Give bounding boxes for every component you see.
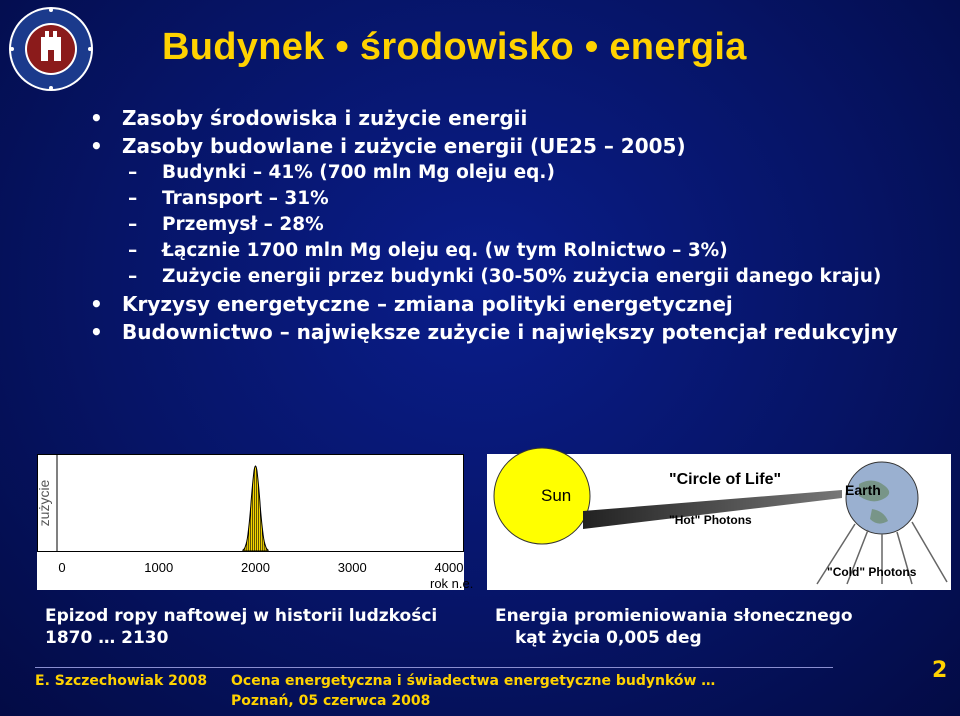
x-axis-label: rok n.e. bbox=[430, 576, 474, 591]
x-tick-label: 3000 bbox=[337, 560, 367, 575]
bullet-text: Zasoby środowiska i zużycie energii bbox=[122, 106, 528, 130]
sub-bullet-item bbox=[84, 186, 944, 212]
y-axis-label: zużycie bbox=[36, 479, 52, 527]
bullet-dot-icon: • bbox=[90, 320, 103, 344]
bullet-text: Transport – 31% bbox=[162, 188, 329, 209]
footer-course: Ocena energetyczna i świadectwa energetyczne budynków … bbox=[231, 673, 716, 689]
footer-divider bbox=[35, 667, 833, 668]
left-caption-line2: 1870 … 2130 bbox=[45, 628, 169, 648]
bullet-dot-icon: • bbox=[90, 292, 103, 316]
bullet-text: Budynki – 41% (700 mln Mg oleju eq.) bbox=[162, 162, 555, 183]
dash-icon: – bbox=[128, 162, 138, 183]
bullet-list bbox=[84, 104, 944, 346]
bullet-text: Zasoby budowlane i zużycie energii (UE25 – 2005) bbox=[122, 134, 686, 158]
bullet-item bbox=[84, 132, 944, 160]
sub-bullet-item bbox=[84, 160, 944, 186]
left-caption bbox=[45, 605, 437, 649]
right-caption bbox=[495, 605, 853, 649]
x-tick-label: 0 bbox=[58, 560, 66, 575]
oil-episode-area bbox=[243, 466, 268, 551]
sub-bullet-item bbox=[84, 238, 944, 264]
circle-of-life-diagram bbox=[487, 454, 951, 590]
sub-bullet-item bbox=[84, 264, 944, 290]
sub-bullet-item bbox=[84, 212, 944, 238]
x-tick-label: 4000 bbox=[434, 560, 464, 575]
bullet-text: Zużycie energii przez budynki (30-50% zużycia energii danego kraju) bbox=[162, 266, 882, 287]
bullet-text: Kryzysy energetyczne – zmiana polityki energetycznej bbox=[122, 292, 733, 316]
right-caption-line2: kąt życia 0,005 deg bbox=[515, 628, 702, 648]
right-caption-line1: Energia promieniowania słonecznego bbox=[495, 606, 853, 626]
page-number: 2 bbox=[932, 658, 948, 683]
dash-icon: – bbox=[128, 266, 138, 287]
diagram-svg bbox=[487, 454, 951, 590]
earth-label: Earth bbox=[845, 482, 881, 498]
bullet-text: Budownictwo – największe zużycie i największy potencjał redukcyjny bbox=[122, 320, 898, 344]
bullet-item bbox=[84, 290, 944, 318]
bullet-dot-icon: • bbox=[90, 106, 103, 130]
bullet-item bbox=[84, 104, 944, 132]
hot-photons-label: "Hot" Photons bbox=[669, 513, 752, 527]
left-caption-line1: Epizod ropy naftowej w historii ludzkości bbox=[45, 606, 438, 626]
dash-icon: – bbox=[128, 214, 138, 235]
footer-author: E. Szczechowiak 2008 bbox=[35, 673, 208, 689]
bullet-dot-icon: • bbox=[90, 134, 103, 158]
slide-title: Budynek • środowisko • energia bbox=[162, 26, 747, 68]
sun-label: Sun bbox=[541, 486, 572, 505]
university-logo bbox=[6, 4, 96, 94]
x-tick-label: 1000 bbox=[144, 560, 174, 575]
bullet-item bbox=[84, 318, 944, 346]
diagram-title: "Circle of Life" bbox=[669, 471, 782, 488]
x-tick-label: 2000 bbox=[241, 560, 270, 575]
cold-photons-label: "Cold" Photons bbox=[827, 565, 917, 579]
dash-icon: – bbox=[128, 188, 138, 209]
university-seal-icon bbox=[6, 4, 96, 94]
chart-svg bbox=[36, 454, 474, 591]
dash-icon: – bbox=[128, 240, 138, 261]
footer-place-date: Poznań, 05 czerwca 2008 bbox=[231, 693, 431, 709]
bullet-text: Łącznie 1700 mln Mg oleju eq. (w tym Rolnictwo – 3%) bbox=[162, 240, 728, 261]
oil-episode-chart bbox=[36, 454, 474, 591]
bullet-text: Przemysł – 28% bbox=[162, 214, 324, 235]
